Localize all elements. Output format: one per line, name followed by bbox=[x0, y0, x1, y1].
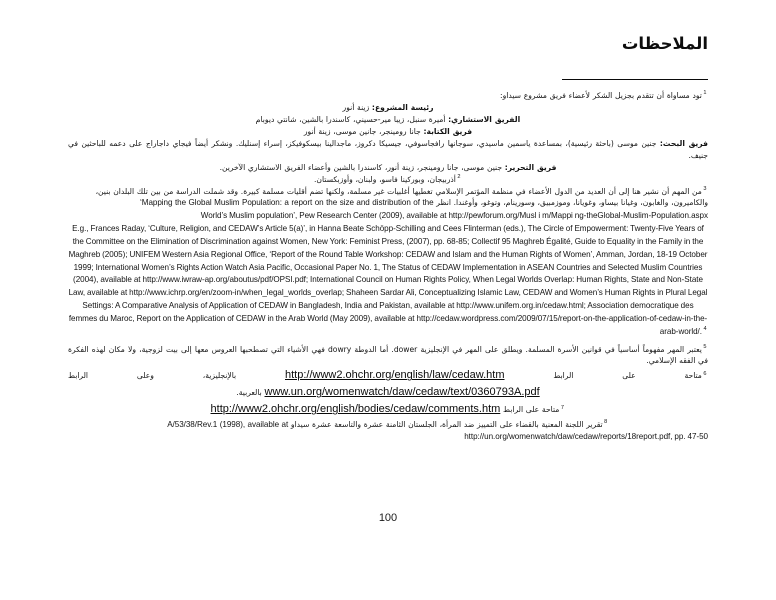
note-1-writing-team bbox=[68, 126, 708, 138]
footnote-separator-rule bbox=[562, 79, 708, 80]
note-1-project-lead-value: زينة أنور bbox=[342, 103, 370, 113]
note-8-arabic-text: تقرير اللجنة المعنية بالقضاء على التمييز ضد المرأة، الجلستان الثامنة عشرة والتاسعة عشرة سيداو bbox=[290, 419, 603, 429]
cedaw-arabic-text-link[interactable]: www.un.org/womenwatch/daw/cedaw/text/0360793A.pdf bbox=[264, 386, 540, 399]
note-1-research-team-value: جنين موسى (باحثة رئيسية)، بمساعدة ياسمين ماسيدي، سوجانها رافجاسوفي، جيسيكا دكروز، ماجدالينا بيسكوفيكز، إسراء إسنليك. ونشكر أيضاً فيجاي داجاراج على دعمه للباحثين في جنيف. bbox=[68, 139, 708, 160]
footnote-marker-4: 4 bbox=[703, 325, 707, 332]
note-6-prefix: متاحة على الرابط bbox=[553, 371, 702, 381]
note-1-research-team-label: فريق البحث: bbox=[659, 139, 708, 149]
note-7 bbox=[68, 401, 708, 418]
note-3 bbox=[68, 186, 708, 210]
note-8-continuation: http://un.org/womenwatch/daw/cedaw/reports/18report.pdf, pp. 47-50 bbox=[464, 432, 708, 442]
page-number: 100 bbox=[378, 512, 398, 524]
note-1-advisory-team-value: أميرة سنبل، زيبا مير-حسيني، كاسندرا بالشين، شانتي ديوبام bbox=[255, 115, 446, 125]
note-4 bbox=[68, 223, 708, 338]
endnotes-body bbox=[10, 90, 766, 445]
note-7-prefix: متاحة على الرابط bbox=[503, 405, 560, 415]
footnote-marker-6: 6 bbox=[703, 370, 707, 377]
note-5-text: يعتبر المهر مفهوماً أساسياً في قوانين الأسرة المسلمة. ويطلق على المهر في الإنجليزية dower. أما الدوطة dowry فهي الأشياء التي تصطحبها العروس معها إلى بيت لزوجية، ولا مكان لهذه الفكرة في الفقه الإسلامي. bbox=[68, 344, 708, 366]
note-1-advisory-team bbox=[68, 114, 708, 126]
note-6-suffix: بالعربية. bbox=[236, 388, 262, 398]
note-6 bbox=[68, 367, 708, 400]
note-1-writing-team-label: فريق الكتابة: bbox=[423, 127, 473, 137]
footnote-marker-7: 7 bbox=[560, 404, 564, 411]
note-1-intro-text: تود مساواة أن تتقدم بجزيل الشكر لأعضاء فريق مشروع سيداو: bbox=[500, 91, 702, 100]
footnote-marker-3: 3 bbox=[703, 186, 707, 193]
note-3-arabic-text: من المهم أن نشير هنا إلى أن العديد من الدول الأعضاء في منظمة المؤتمر الإسلامي تغطيها أغلبيات غير مسلمة، ولكنها تضم أقليات مسلمة كبيرة. وقد شملت الدراسة من بين تلك البلدان بنين، والكاميرون، والغابون، وغيانا بيساو، وغويانا، وموزمبيق، وسورينام، وتوغو، وأوغندا. انظر bbox=[95, 186, 708, 208]
note-2-text: أذربيجان، وبوركينا فاسو، ولبنان، وأوزبكستان. bbox=[313, 174, 456, 184]
note-1-editorial-team bbox=[68, 162, 708, 174]
note-1-writing-team-value: جانا رومينجر، جانين موسى، زينة أنور bbox=[303, 127, 421, 137]
note-8 bbox=[68, 419, 708, 431]
page-title: الملاحظات bbox=[621, 34, 708, 53]
footnote-marker-5: 5 bbox=[703, 344, 707, 351]
cedaw-law-link[interactable]: http://www2.ohchr.org/english/law/cedaw.htm bbox=[285, 369, 505, 382]
note-1-advisory-team-label: الفريق الاستشاري: bbox=[448, 115, 521, 125]
note-1-editorial-team-label: فريق التحرير: bbox=[504, 162, 557, 172]
note-1-research-team bbox=[68, 138, 708, 161]
note-6-middle: بالإنجليزية، وعلى الرابط bbox=[68, 371, 237, 381]
note-5 bbox=[68, 344, 708, 367]
note-2 bbox=[68, 174, 708, 186]
footnote-marker-8: 8 bbox=[604, 419, 608, 426]
note-1-intro bbox=[68, 90, 708, 102]
note-4-text: E.g., Frances Raday, ‘Culture, Religion, and CEDAW’s Article 5(a)’, in Hanna Beate Schöpp-Schilling and Cees Flinterman (eds.), The Circle of Empowerment: Twenty-Five Years of the Committee on the Elimination of Discrimination against Women, New York: Feminist Press, (2007), pp. 68-85; Collectif 95 Maghreb Égalité, Guide to Equality in the Family in the Maghreb (2005); UNIFEM Western Asia Regional Office, ‘Report of the Round Table Workshop: CEDAW and Islam and the Human Rights of Women’, Amman, Jordan, 18-19 October 1999; International Women’s Rights Action Watch Asia Pacific, Occasional Paper No. 1, The Status of CEDAW Implementation in ASEAN Countries and Selected Muslim Countries (2004), available at http://www.iwraw-ap.org/aboutus/pdf/OPSI.pdf; International Council on Human Rights Policy, When Legal Worlds Overlap: Human Rights, State and Non-State Law, available at http://www.ichrp.org/en/zoom-in/when_legal_worlds_overlap; Shaheen Sardar Ali, Conceptualizing Islamic Law, CEDAW and Women’s Human Rights in Plural Legal Settings: A Comparative Analysis of Application of CEDAW in Bangladesh, India and Pakistan, available at http://www.unifem.org.in/cedaw.html; Association democratique des femmes du Maroc, Report on the Application of CEDAW in the Arab World (May 2009), available at http://cedaw.wordpress.com/2009/07/15/report-on-the-application-of-cedaw-in-the-arab-world/. bbox=[68, 224, 708, 336]
note-8-document-symbol: A/53/38/Rev.1 (1998), available at bbox=[167, 419, 289, 429]
footnote-marker-1: 1 bbox=[703, 90, 707, 97]
note-3-english-citation: ‘Mapping the Global Muslim Population: a report on the size and distribution of the bbox=[139, 198, 434, 208]
footnote-marker-2: 2 bbox=[457, 174, 461, 181]
note-3-continuation: World’s Muslim population’, Pew Research Center (2009), available at http://pewforum.org/Musl i m/Mappi ng-theGlobal-Muslim-Population.aspx bbox=[200, 211, 708, 221]
cedaw-comments-link[interactable]: http://www2.ohchr.org/english/bodies/cedaw/comments.htm bbox=[210, 403, 501, 416]
note-1-editorial-team-value: جنين موسى، جانا رومينجر، زينة أنور، كاسندرا بالشين وأعضاء الفريق الاستشاري الآخرين. bbox=[219, 162, 503, 172]
note-1-project-lead-label: رئيسة المشروع: bbox=[371, 103, 434, 113]
note-1-project-lead bbox=[68, 102, 708, 114]
